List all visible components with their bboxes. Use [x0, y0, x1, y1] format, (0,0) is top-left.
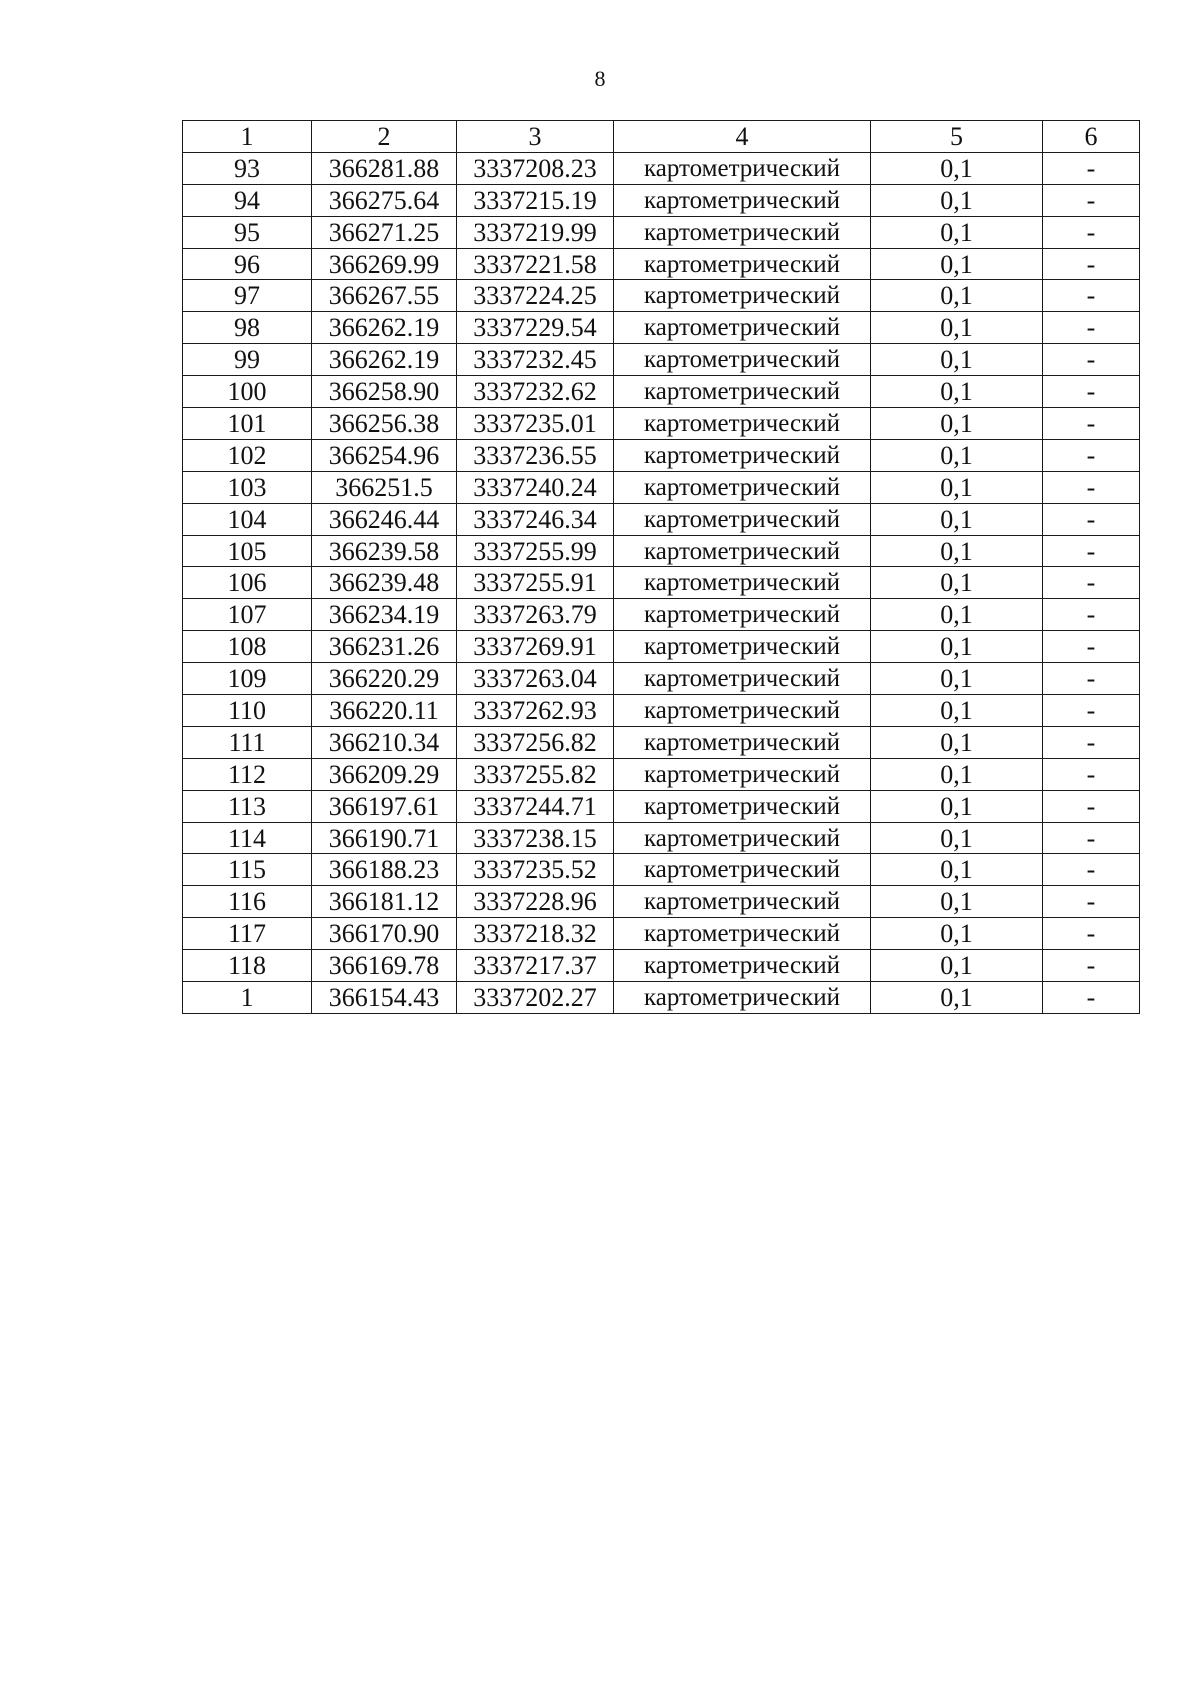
cell-coord-y: 3337217.37 — [457, 950, 614, 982]
cell-accuracy: 0,1 — [871, 503, 1043, 535]
cell-coord-x: 366234.19 — [312, 599, 457, 631]
cell-accuracy: 0,1 — [871, 535, 1043, 567]
cell-accuracy: 0,1 — [871, 918, 1043, 950]
table-row — [183, 567, 1140, 599]
cell-accuracy: 0,1 — [871, 599, 1043, 631]
table-row — [183, 535, 1140, 567]
cell-accuracy: 0,1 — [871, 312, 1043, 344]
cell-note: - — [1043, 758, 1140, 790]
table-row — [183, 918, 1140, 950]
table-body — [183, 152, 1140, 1013]
cell-coord-x: 366220.29 — [312, 663, 457, 695]
cell-method: картометрический — [614, 726, 871, 758]
cell-coord-x: 366262.19 — [312, 312, 457, 344]
cell-coord-y: 3337215.19 — [457, 184, 614, 216]
cell-coord-x: 366239.58 — [312, 535, 457, 567]
cell-coord-x: 366190.71 — [312, 822, 457, 854]
cell-note: - — [1043, 280, 1140, 312]
table-row — [183, 758, 1140, 790]
cell-method: картометрический — [614, 950, 871, 982]
cell-coord-x: 366269.99 — [312, 248, 457, 280]
cell-coord-y: 3337228.96 — [457, 886, 614, 918]
cell-coord-y: 3337269.91 — [457, 631, 614, 663]
cell-accuracy: 0,1 — [871, 982, 1043, 1014]
cell-method: картометрический — [614, 376, 871, 408]
cell-note: - — [1043, 950, 1140, 982]
cell-accuracy: 0,1 — [871, 216, 1043, 248]
cell-coord-x: 366271.25 — [312, 216, 457, 248]
cell-accuracy: 0,1 — [871, 248, 1043, 280]
cell-coord-x: 366210.34 — [312, 726, 457, 758]
cell-note: - — [1043, 503, 1140, 535]
cell-note: - — [1043, 439, 1140, 471]
cell-accuracy: 0,1 — [871, 790, 1043, 822]
cell-note: - — [1043, 790, 1140, 822]
cell-note: - — [1043, 248, 1140, 280]
cell-method: картометрический — [614, 439, 871, 471]
table-row — [183, 280, 1140, 312]
cell-accuracy: 0,1 — [871, 344, 1043, 376]
cell-accuracy: 0,1 — [871, 695, 1043, 727]
table-row — [183, 790, 1140, 822]
cell-coord-y: 3337255.99 — [457, 535, 614, 567]
table-row — [183, 599, 1140, 631]
coordinates-table — [182, 120, 1140, 1014]
header-cell-6: 6 — [1043, 121, 1140, 153]
cell-method: картометрический — [614, 184, 871, 216]
cell-coord-y: 3337255.91 — [457, 567, 614, 599]
table-row — [183, 503, 1140, 535]
cell-method: картометрический — [614, 344, 871, 376]
table-row — [183, 631, 1140, 663]
cell-point-number: 105 — [183, 535, 312, 567]
cell-point-number: 111 — [183, 726, 312, 758]
cell-point-number: 117 — [183, 918, 312, 950]
table-row — [183, 695, 1140, 727]
cell-point-number: 99 — [183, 344, 312, 376]
cell-coord-y: 3337232.62 — [457, 376, 614, 408]
cell-coord-x: 366275.64 — [312, 184, 457, 216]
table-row — [183, 471, 1140, 503]
cell-note: - — [1043, 376, 1140, 408]
cell-point-number: 103 — [183, 471, 312, 503]
table-row — [183, 376, 1140, 408]
cell-point-number: 118 — [183, 950, 312, 982]
cell-point-number: 98 — [183, 312, 312, 344]
cell-note: - — [1043, 408, 1140, 440]
table-row — [183, 439, 1140, 471]
cell-accuracy: 0,1 — [871, 184, 1043, 216]
table-row — [183, 982, 1140, 1014]
cell-note: - — [1043, 344, 1140, 376]
cell-coord-y: 3337235.01 — [457, 408, 614, 440]
cell-coord-x: 366251.5 — [312, 471, 457, 503]
cell-method: картометрический — [614, 854, 871, 886]
header-cell-2: 2 — [312, 121, 457, 153]
cell-point-number: 113 — [183, 790, 312, 822]
cell-note: - — [1043, 216, 1140, 248]
cell-coord-y: 3337235.52 — [457, 854, 614, 886]
cell-point-number: 108 — [183, 631, 312, 663]
cell-method: картометрический — [614, 886, 871, 918]
cell-coord-y: 3337218.32 — [457, 918, 614, 950]
table-row — [183, 822, 1140, 854]
cell-point-number: 101 — [183, 408, 312, 440]
table-row — [183, 950, 1140, 982]
cell-note: - — [1043, 152, 1140, 184]
cell-note: - — [1043, 854, 1140, 886]
cell-coord-x: 366262.19 — [312, 344, 457, 376]
cell-note: - — [1043, 535, 1140, 567]
cell-coord-y: 3337256.82 — [457, 726, 614, 758]
cell-coord-y: 3337246.34 — [457, 503, 614, 535]
cell-note: - — [1043, 631, 1140, 663]
cell-coord-y: 3337263.04 — [457, 663, 614, 695]
cell-note: - — [1043, 982, 1140, 1014]
cell-accuracy: 0,1 — [871, 854, 1043, 886]
cell-point-number: 114 — [183, 822, 312, 854]
cell-coord-x: 366188.23 — [312, 854, 457, 886]
cell-note: - — [1043, 822, 1140, 854]
table-row — [183, 886, 1140, 918]
cell-note: - — [1043, 599, 1140, 631]
cell-coord-x: 366154.43 — [312, 982, 457, 1014]
cell-coord-x: 366267.55 — [312, 280, 457, 312]
cell-accuracy: 0,1 — [871, 439, 1043, 471]
cell-note: - — [1043, 312, 1140, 344]
cell-note: - — [1043, 886, 1140, 918]
cell-coord-y: 3337244.71 — [457, 790, 614, 822]
header-cell-3: 3 — [457, 121, 614, 153]
cell-note: - — [1043, 471, 1140, 503]
cell-coord-y: 3337208.23 — [457, 152, 614, 184]
cell-coord-y: 3337229.54 — [457, 312, 614, 344]
cell-coord-x: 366256.38 — [312, 408, 457, 440]
cell-accuracy: 0,1 — [871, 886, 1043, 918]
cell-coord-y: 3337236.55 — [457, 439, 614, 471]
table-row — [183, 248, 1140, 280]
cell-method: картометрический — [614, 663, 871, 695]
cell-coord-y: 3337263.79 — [457, 599, 614, 631]
cell-coord-x: 366239.48 — [312, 567, 457, 599]
cell-point-number: 112 — [183, 758, 312, 790]
cell-coord-y: 3337262.93 — [457, 695, 614, 727]
cell-coord-y: 3337221.58 — [457, 248, 614, 280]
table-row — [183, 663, 1140, 695]
cell-coord-y: 3337240.24 — [457, 471, 614, 503]
table-row — [183, 184, 1140, 216]
table-row — [183, 216, 1140, 248]
cell-note: - — [1043, 918, 1140, 950]
cell-accuracy: 0,1 — [871, 726, 1043, 758]
cell-method: картометрический — [614, 758, 871, 790]
cell-method: картометрический — [614, 471, 871, 503]
cell-coord-x: 366220.11 — [312, 695, 457, 727]
cell-method: картометрический — [614, 822, 871, 854]
cell-coord-x: 366181.12 — [312, 886, 457, 918]
cell-accuracy: 0,1 — [871, 663, 1043, 695]
header-cell-1: 1 — [183, 121, 312, 153]
cell-method: картометрический — [614, 503, 871, 535]
table-row — [183, 344, 1140, 376]
cell-method: картометрический — [614, 280, 871, 312]
cell-method: картометрический — [614, 631, 871, 663]
cell-method: картометрический — [614, 248, 871, 280]
cell-note: - — [1043, 567, 1140, 599]
cell-method: картометрический — [614, 982, 871, 1014]
cell-coord-y: 3337238.15 — [457, 822, 614, 854]
cell-accuracy: 0,1 — [871, 471, 1043, 503]
cell-point-number: 102 — [183, 439, 312, 471]
header-cell-5: 5 — [871, 121, 1043, 153]
cell-method: картометрический — [614, 216, 871, 248]
cell-coord-x: 366231.26 — [312, 631, 457, 663]
cell-note: - — [1043, 695, 1140, 727]
cell-point-number: 109 — [183, 663, 312, 695]
table-row — [183, 312, 1140, 344]
cell-coord-y: 3337219.99 — [457, 216, 614, 248]
table-row — [183, 152, 1140, 184]
cell-point-number: 94 — [183, 184, 312, 216]
cell-note: - — [1043, 726, 1140, 758]
table-row — [183, 726, 1140, 758]
cell-coord-x: 366209.29 — [312, 758, 457, 790]
cell-point-number: 1 — [183, 982, 312, 1014]
cell-accuracy: 0,1 — [871, 152, 1043, 184]
cell-coord-y: 3337224.25 — [457, 280, 614, 312]
cell-coord-y: 3337232.45 — [457, 344, 614, 376]
cell-coord-x: 366170.90 — [312, 918, 457, 950]
table-row — [183, 854, 1140, 886]
cell-note: - — [1043, 663, 1140, 695]
table-row — [183, 408, 1140, 440]
cell-point-number: 106 — [183, 567, 312, 599]
cell-note: - — [1043, 184, 1140, 216]
cell-coord-y: 3337255.82 — [457, 758, 614, 790]
cell-accuracy: 0,1 — [871, 280, 1043, 312]
cell-point-number: 96 — [183, 248, 312, 280]
cell-point-number: 95 — [183, 216, 312, 248]
cell-method: картометрический — [614, 408, 871, 440]
cell-method: картометрический — [614, 918, 871, 950]
cell-accuracy: 0,1 — [871, 567, 1043, 599]
cell-coord-x: 366281.88 — [312, 152, 457, 184]
cell-coord-x: 366246.44 — [312, 503, 457, 535]
cell-point-number: 107 — [183, 599, 312, 631]
cell-accuracy: 0,1 — [871, 631, 1043, 663]
cell-accuracy: 0,1 — [871, 408, 1043, 440]
cell-coord-x: 366254.96 — [312, 439, 457, 471]
cell-point-number: 104 — [183, 503, 312, 535]
cell-point-number: 115 — [183, 854, 312, 886]
cell-accuracy: 0,1 — [871, 758, 1043, 790]
cell-accuracy: 0,1 — [871, 376, 1043, 408]
cell-point-number: 93 — [183, 152, 312, 184]
cell-point-number: 116 — [183, 886, 312, 918]
cell-method: картометрический — [614, 790, 871, 822]
cell-accuracy: 0,1 — [871, 950, 1043, 982]
cell-point-number: 110 — [183, 695, 312, 727]
table-header — [183, 121, 1140, 153]
cell-method: картометрический — [614, 535, 871, 567]
cell-point-number: 100 — [183, 376, 312, 408]
cell-coord-x: 366197.61 — [312, 790, 457, 822]
cell-coord-x: 366258.90 — [312, 376, 457, 408]
cell-coord-x: 366169.78 — [312, 950, 457, 982]
cell-method: картометрический — [614, 599, 871, 631]
cell-point-number: 97 — [183, 280, 312, 312]
cell-coord-y: 3337202.27 — [457, 982, 614, 1014]
cell-accuracy: 0,1 — [871, 822, 1043, 854]
header-cell-4: 4 — [614, 121, 871, 153]
page-number: 8 — [594, 66, 606, 91]
cell-method: картометрический — [614, 567, 871, 599]
cell-method: картометрический — [614, 312, 871, 344]
header-row — [183, 121, 1140, 153]
cell-method: картометрический — [614, 152, 871, 184]
cell-method: картометрический — [614, 695, 871, 727]
